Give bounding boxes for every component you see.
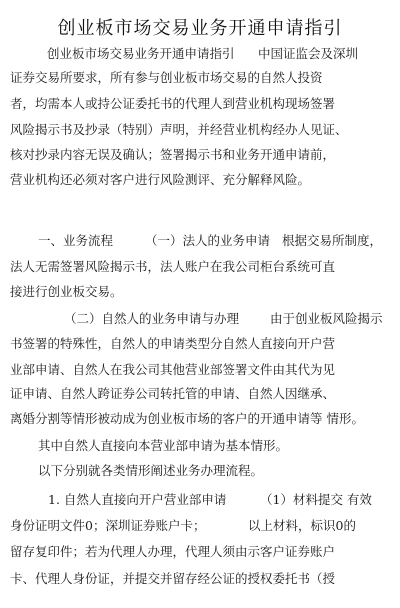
- section1-subheading: （一）法人的业务申请: [145, 233, 271, 248]
- item1-text-2a: 身份证明文件0；深圳证券账户卡；: [10, 518, 206, 533]
- item1-text-2b: 以上材料，标识0的: [248, 518, 356, 533]
- section2-text-7: 以下分别就各类情形阐述业务办理流程。: [38, 463, 264, 478]
- intro-text-2: 证券交易所要求，所有参与创业板市场交易的自然人投资: [10, 70, 323, 85]
- intro-text-3: 者，均需本人或持公证委托书的代理人到营业机构现场签署: [10, 96, 336, 111]
- section1-text-2: 法人无需签署风险揭示书，法人账户在我公司柜台系统可直: [10, 259, 336, 274]
- intro-text-5: 核对抄录内容无误及确认；签署揭示书和业务开通申请前，: [10, 147, 336, 162]
- item1-text-4: 卡、代理人身份证，并提交并留存经公证的授权委托书（授: [10, 571, 336, 586]
- intro-text-6: 营业机构还必须对客户进行风险测评、充分解释风险。: [10, 172, 311, 187]
- section2-text-6: 其中自然人直接向本营业部申请为基本情形。: [38, 438, 289, 453]
- section1-text-1: 根据交易所制度，: [282, 233, 383, 248]
- document-title: 创业板市场交易业务开通申请指引: [57, 18, 343, 39]
- section2-text-3: 业部申请、自然人在我公司其他营业部签署文件由其代为见: [10, 362, 336, 377]
- intro-text-4: 风险揭示书及抄录（特别）声明，并经营业机构经办人见证、: [10, 122, 348, 137]
- section2-text-2: 书签署的特殊性，自然人的申请类型分自然人直接向开户营: [10, 336, 336, 351]
- intro-authority: 中国证监会及深圳: [258, 46, 359, 61]
- section2-text-4: 证申请、自然人跨证券公司转托管的申请、自然人因继承、: [10, 386, 336, 401]
- item1-subheading: （1）材料提交 有效: [260, 492, 372, 507]
- section1-text-3: 接进行创业板交易。: [10, 284, 123, 299]
- item1-text-3: 留存复印件；若为代理人办理，代理人须由示客户证券账户: [10, 544, 336, 559]
- intro-heading-repeat: 创业板市场交易业务开通申请指引: [47, 46, 235, 61]
- section2-subheading: （二）自然人的业务申请与办理: [64, 311, 240, 326]
- section1-heading: 一、业务流程: [38, 233, 114, 248]
- item1-heading: 1. 自然人直接向开户营业部申请: [48, 492, 227, 507]
- section2-text-1: 由于创业板风险揭示: [270, 311, 383, 326]
- section2-text-5: 离婚分割等情形被动成为创业板市场的客户的开通申请等 情形。: [10, 411, 364, 426]
